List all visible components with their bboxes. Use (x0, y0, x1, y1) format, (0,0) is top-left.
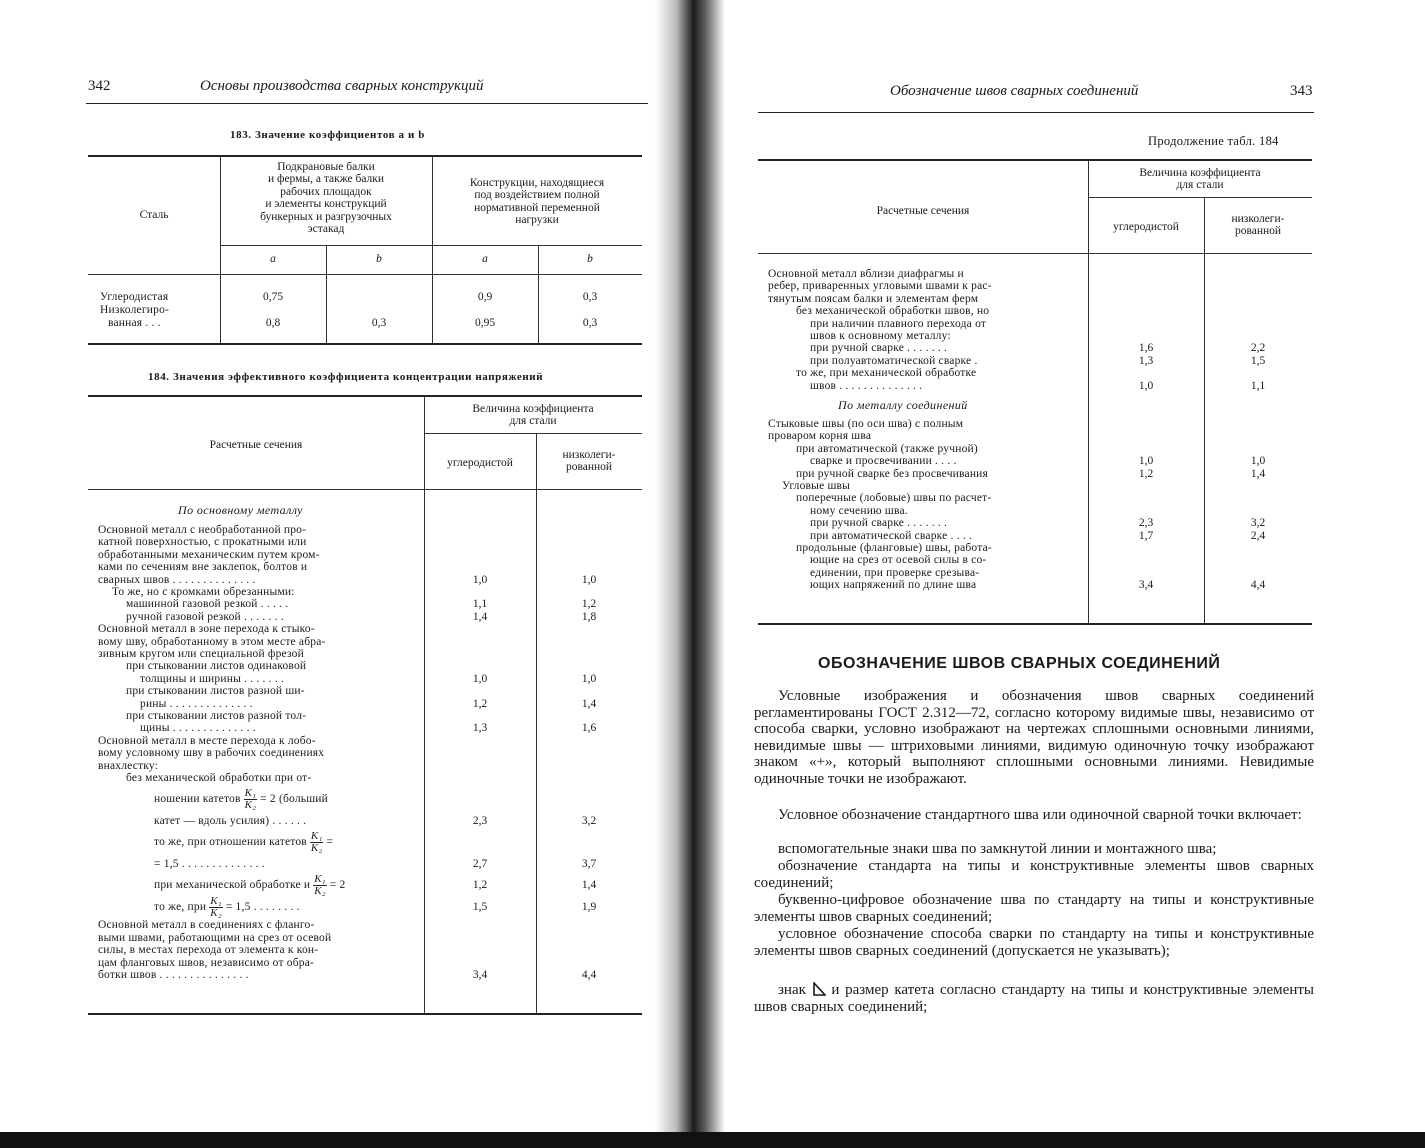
cell-value: 1,0 (472, 573, 488, 586)
cell-value: 2,3 (1138, 517, 1154, 530)
table-184-continued (758, 159, 1312, 625)
cell-value: 1,6 (1138, 342, 1154, 355)
cell-value: 1,4 (1250, 467, 1266, 480)
table-row-text: при механической обработке и $\frac{\text{K₁}}{\text{K₂}}$ = 2 (154, 873, 346, 898)
subhead-base-metal: По основному металлу (178, 503, 303, 517)
table-row-text: при ручной сварке . . . . . . . (810, 517, 948, 530)
table-row-text: тянутым поясам балки и элементам ферм (768, 292, 979, 305)
table-row-text: без механической обработки швов, но (796, 305, 990, 318)
table-row-text: Основной металл в соединениях с фланго- (98, 919, 315, 932)
left-page (0, 0, 660, 1148)
table-row-text: Основной металл в месте перехода к лобо- (98, 734, 316, 747)
cell-value: 1,9 (581, 900, 597, 913)
col-group: Величина коэффициента для стали (1139, 167, 1261, 192)
running-head: Основы производства сварных конструкций (200, 78, 484, 94)
col-carbon: углеродистой (447, 457, 513, 469)
table-row-text: при автоматической сварке . . . . (810, 529, 973, 542)
cell-value: 1,4 (581, 697, 597, 710)
table-row-text: швов к основному металлу: (810, 330, 951, 342)
table-row-text: при наличии плавного перехода от (810, 317, 987, 330)
header-rule (758, 112, 1314, 113)
table-row-text: при стыковании листов одинаковой (126, 660, 307, 673)
table-row-text: = 1,5 . . . . . . . . . . . . . . (154, 857, 265, 870)
sub-b-2: b (587, 253, 593, 265)
cell-value: 4,4 (581, 969, 597, 981)
cell-value: 2,4 (1250, 529, 1266, 542)
cell-value: 1,2 (1138, 467, 1154, 480)
cell-value: 0,3 (582, 291, 598, 303)
book-spine-shadow (655, 0, 725, 1148)
cell-value: 0,9 (477, 291, 493, 303)
col-carbon: углеродистой (1113, 221, 1179, 233)
table-184 (88, 395, 642, 1015)
cell-value: 1,5 (1250, 354, 1266, 367)
cell-value: 0,75 (262, 291, 284, 303)
table-row-text: зивным кругом или специальной фрезой (98, 648, 304, 660)
table-row-text: ющих напряжений по длине шва (810, 579, 977, 592)
sub-a-1: a (270, 253, 276, 265)
table-row-text: швов . . . . . . . . . . . . . . (810, 379, 923, 392)
cell-value: 0,3 (371, 317, 387, 329)
paragraph: буквенно-цифровое обозначение шва по стандарту на типы и конструктивные элементы швов сварных соединений; (754, 892, 1314, 925)
running-head: Обозначение швов сварных соединений (890, 83, 1139, 99)
cell-value: 1,0 (581, 672, 597, 685)
cell-value: 4,4 (1250, 579, 1266, 592)
paragraph: вспомогательные знаки шва по замкнутой линии и монтажного шва; (778, 841, 1217, 857)
table-row-text: единении, при проверке срезыва- (810, 566, 980, 579)
table-row-text: то же, при отношении катетов $\frac{\text{K₁}}{\text{K₂}}$ = (154, 830, 334, 855)
cell-value: 3,2 (581, 814, 597, 827)
table-row-text: сварке и просвечивании . . . . (810, 455, 957, 468)
cell-value: 1,2 (472, 879, 488, 892)
fraction: $\frac{\text{K₁}}{\text{K₂}}$ (310, 830, 323, 855)
cell-value: 1,3 (472, 722, 488, 735)
sub-b-1: b (376, 253, 382, 265)
cell-value: 1,8 (581, 610, 597, 623)
cell-value: 1,4 (472, 610, 488, 623)
table-row-text: поперечные (лобовые) швы по расчет- (796, 492, 992, 505)
table-row-text: То же, но с кромками обрезанными: (112, 586, 295, 598)
table-row-text: то же, при механической обработке (796, 367, 977, 380)
cell-value: 1,1 (1250, 379, 1266, 392)
col-steel: Сталь (139, 209, 169, 221)
table-row-text: ющие на срез от осевой силы в со- (810, 554, 987, 567)
table-row-text: вому условному шву в рабочих соединениях (98, 747, 325, 760)
table-row-text: при полуавтоматической сварке . (810, 354, 978, 367)
table-row-text: Основной металл вблизи диафрагмы и (768, 268, 964, 280)
table-row-text: ками по сечениям вне заклепок, болтов и (98, 561, 308, 574)
table-row-text: выми швами, работающими на срез от осевой (98, 931, 332, 944)
paragraph: знак и размер катета согласно стандарту на типы и конструктивные элементы швов сварных соединений; (754, 982, 1314, 1015)
table-row-text: проваром корня шва (768, 430, 872, 443)
cell-value: 2,2 (1250, 342, 1266, 355)
page-number: 342 (88, 78, 111, 94)
cell-value: 1,7 (1138, 529, 1154, 542)
row-label: Низколегиро- (100, 304, 170, 316)
paragraph: Условные изображения и обозначения швов сварных соединений регламентированы ГОСТ 2.312—72, согласно которому видимые швы, независимо от способа сварки, условно изображают на чертежах сплошными основными линиями, невидимые швы — штриховыми линиями, видимую одиночную точку изображают знаком «+», который выполняют сплошными основными линиями. Невидимые одиночные точки не изображают. (754, 688, 1314, 787)
table-row-text: при стыковании листов разной тол- (126, 710, 307, 722)
sub-a-2: a (482, 253, 488, 265)
table-row-text: при автоматической (также ручной) (796, 442, 978, 455)
cell-value: 0,8 (265, 317, 281, 329)
table-row-text: внахлестку: (98, 759, 159, 772)
table-row-text: рины . . . . . . . . . . . . . . (140, 697, 253, 710)
col-lowalloy: низколеги- рованной (1231, 213, 1285, 238)
table-row-text: ручной газовой резкой . . . . . . . (126, 610, 284, 623)
cell-value: 3,4 (1138, 579, 1154, 592)
table-row-text: ному сечению шва. (810, 504, 908, 517)
col-group-2: Конструкции, находящиеся под воздействием полной нормативной переменной нагрузки (469, 177, 605, 227)
table-row-text: без механической обработки при от- (126, 772, 312, 784)
fraction: $\frac{\text{K₁}}{\text{K₂}}$ (244, 787, 257, 812)
cell-value: 1,0 (581, 573, 597, 586)
row-label: ванная . . . (108, 317, 161, 329)
cell-value: 1,4 (581, 879, 597, 892)
cell-value: 1,2 (581, 598, 597, 611)
row-label: Углеродистая (100, 291, 169, 303)
subhead-joint-metal: По металлу соединений (838, 398, 968, 412)
paragraph: условное обозначение способа сварки по стандарту на типы и конструктивные элементы швов сварных соединений (допускается не указывать); (754, 926, 1314, 959)
table-row-text: катет — вдоль усилия) . . . . . . (154, 814, 307, 827)
table-row-text: цам фланговых швов, независимо от обра- (98, 956, 315, 969)
table-row-text: толщины и ширины . . . . . . . (140, 672, 285, 685)
table-row-text: катной поверхностью, с прокатными или (98, 536, 307, 549)
fraction: $\frac{\text{K₁}}{\text{K₂}}$ (210, 894, 222, 919)
table-row-text: Основной металл в зоне перехода к стыко- (98, 623, 315, 636)
cell-value: 1,3 (1138, 354, 1154, 367)
col-group-1: Подкрановые балки и фермы, а также балки рабочих площадок и элементы конструкций бункерных и разгрузочных эстакад (260, 161, 392, 236)
right-page (718, 0, 1425, 1148)
cell-value: 1,0 (472, 672, 488, 685)
table-183-caption: 183. Значение коэффициентов a и b (230, 129, 425, 141)
table-row-text: вому шву, обработанному в этом месте абра- (98, 635, 326, 648)
cell-value: 1,0 (1138, 379, 1154, 392)
cell-value: 1,6 (581, 722, 597, 735)
table-row-text: ребер, приваренных угловыми швами к рас- (768, 280, 992, 293)
continuation-label: Продолжение табл. 184 (1148, 134, 1279, 148)
cell-value: 0,95 (474, 317, 496, 329)
cell-value: 1,1 (472, 598, 488, 611)
col-sections: Расчетные сечения (209, 439, 303, 451)
table-row-text: Стыковые швы (по оси шва) с полным (768, 418, 964, 430)
cell-value: 3,7 (581, 857, 597, 870)
page-number: 343 (1290, 83, 1313, 99)
table-184-caption: 184. Значения эффективного коэффициента концентрации напряжений (148, 371, 544, 383)
table-row-text: при ручной сварке без просвечивания (796, 467, 989, 480)
table-row-text: при стыковании листов разной ши- (126, 685, 305, 698)
cell-value: 1,2 (472, 697, 488, 710)
col-sections: Расчетные сечения (876, 205, 970, 217)
cell-value: 1,0 (1250, 455, 1266, 468)
fillet-weld-sign-icon (812, 982, 826, 996)
cell-value: 3,4 (472, 969, 488, 981)
col-lowalloy: низколеги- рованной (562, 449, 616, 474)
table-row-text: щины . . . . . . . . . . . . . . (140, 722, 256, 735)
table-row-text: ботки швов . . . . . . . . . . . . . . . (98, 969, 249, 981)
col-group: Величина коэффициента для стали (472, 403, 594, 428)
cell-value: 2,7 (472, 857, 488, 870)
fraction: $\frac{\text{K₁}}{\text{K₂}}$ (314, 873, 326, 898)
cell-value: 0,3 (582, 317, 598, 329)
table-183 (88, 155, 642, 345)
table-row-text: машинной газовой резкой . . . . . (126, 598, 289, 611)
paragraph: обозначение стандарта на типы и конструктивные элементы швов сварных соединений; (754, 858, 1314, 891)
table-row-text: силы, в местах перехода от элемента к кон- (98, 944, 319, 957)
table-row-text: Основной металл с необработанной про- (98, 524, 307, 536)
paragraph: Условное обозначение стандартного шва или одиночной сварной точки включает: (778, 807, 1302, 823)
table-row-text: продольные (фланговые) швы, работа- (796, 542, 992, 554)
cell-value: 1,5 (472, 900, 488, 913)
table-row-text: обработанными механическим путем кром- (98, 548, 320, 561)
table-row-text: при ручной сварке . . . . . . . (810, 342, 948, 355)
table-row-text: ношении катетов $\frac{\text{K₁}}{\text{K₂}}$ = 2 (больший (154, 787, 328, 812)
table-row-text: сварных швов . . . . . . . . . . . . . . (98, 573, 256, 586)
table-row-text: то же, при $\frac{\text{K₁}}{\text{K₂}}$ = 1,5 . . . . . . . . (154, 894, 300, 919)
section-heading: ОБОЗНАЧЕНИЕ ШВОВ СВАРНЫХ СОЕДИНЕНИЙ (818, 655, 1221, 672)
header-rule (86, 103, 648, 104)
table-row-text: Угловые швы (782, 480, 851, 492)
cell-value: 2,3 (472, 814, 488, 827)
cell-value: 1,0 (1138, 455, 1154, 468)
cell-value: 3,2 (1250, 517, 1266, 530)
